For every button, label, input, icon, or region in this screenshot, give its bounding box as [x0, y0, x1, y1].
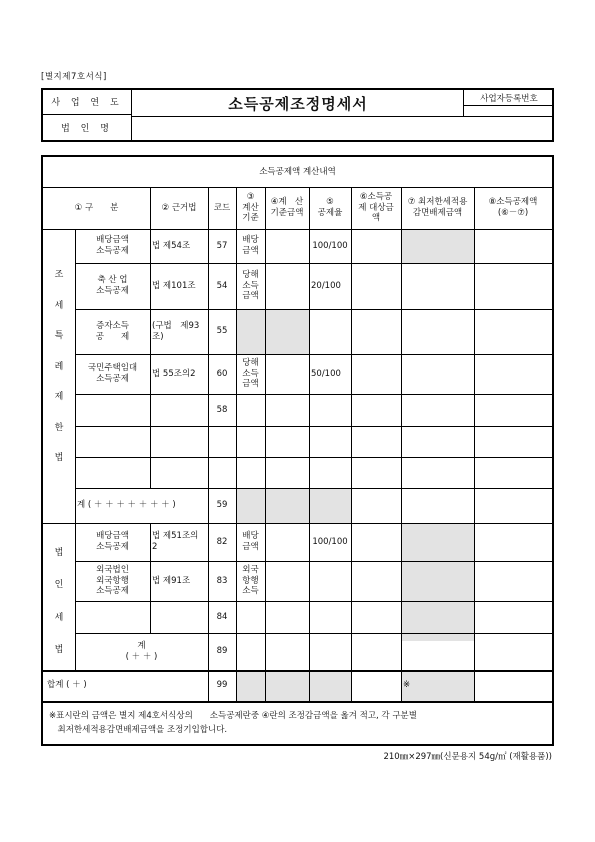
col-header-target-amount: ⑥소득공 제 대상금 액 — [358, 192, 394, 224]
col-header-basis: ③ 계산 기준 — [242, 192, 259, 224]
group1-char: 특 — [54, 331, 64, 341]
row-code: 55 — [216, 326, 228, 337]
business-year-field[interactable] — [43, 90, 44, 91]
row-law: 법 55조의2 — [152, 368, 196, 379]
row-basis: 배당 금액 — [242, 235, 259, 256]
group2-char: 법 — [54, 548, 64, 558]
row-name: 국민주택임대 소득공제 — [87, 363, 138, 384]
form-number-label: [별지제7호서식] — [41, 72, 107, 82]
section-title: 소득공제액 계산내역 — [259, 166, 336, 177]
group1-char: 조 — [54, 270, 64, 280]
col-header-min-tax-exclusion: ⑦ 최저한세적용 감면배제금액 — [407, 197, 468, 218]
group1-char: 한 — [54, 422, 64, 433]
registration-number-field[interactable] — [464, 106, 554, 116]
row-rate: 100/100 — [312, 536, 348, 547]
registration-number-label: 사업자등록번호 — [480, 94, 538, 104]
row-law: (구법 제93 조) — [152, 320, 200, 342]
total-label: 합계 ( ＋ ) — [47, 680, 87, 691]
row-name: 외국법인 외국항행 소득공제 — [96, 565, 129, 597]
group1-char: 세 — [54, 300, 64, 311]
row-name: 배당금액 소득공제 — [96, 235, 129, 256]
deduction-table — [41, 155, 554, 746]
row-code: 57 — [216, 240, 228, 251]
row-name: 배당금액 소득공제 — [96, 531, 129, 552]
col-header-rate: ⑤ 공제율 — [317, 197, 343, 218]
group1-char: 례 — [54, 361, 64, 372]
business-year-label: 사 업 연 도 — [51, 97, 123, 108]
group2-char: 인 — [54, 580, 64, 591]
col-header-code: 코드 — [213, 202, 231, 213]
form-title: 소득공제조정명세서 — [228, 94, 368, 113]
row-name: 축 산 업 소득공제 — [96, 275, 129, 296]
group1-char: 제 — [54, 392, 64, 402]
subtotal2-code: 89 — [216, 646, 228, 657]
row-code: 54 — [216, 280, 228, 291]
group2-char: 세 — [54, 612, 64, 623]
row-law: 법 제101조 — [152, 280, 196, 291]
col-header-law: ② 근거법 — [161, 202, 197, 213]
row-rate: 20/100 — [311, 280, 341, 291]
row-basis: 당해 소득 금액 — [242, 358, 259, 390]
col-header-base-amount: ④계 산 기준금액 — [270, 197, 304, 218]
footnote: ※표시란의 금액은 별지 제4호서식상의 소득공제란중 ④란의 조정감금액을 옮겨 적고, 각 구분별 최저한세적용감면배제금액을 조정기입합니다. — [49, 711, 417, 735]
row-code: 60 — [216, 368, 228, 379]
row-rate: 50/100 — [311, 368, 341, 379]
row-law: 법 제54조 — [152, 240, 191, 251]
row-code: 84 — [216, 611, 228, 622]
col-header-category: ① 구 분 — [74, 202, 119, 213]
subtotal1-code: 59 — [216, 500, 228, 511]
group-label-corporate-tax-act — [43, 545, 75, 655]
group2-char: 법 — [54, 644, 64, 655]
total-note-mark: ※ — [403, 680, 411, 691]
row-law: 법 제51조의 2 — [152, 531, 199, 552]
row-code: 58 — [216, 404, 228, 415]
subtotal2-label: 계 ( ＋ ＋ ) — [125, 640, 158, 662]
row-rate: 100/100 — [312, 240, 348, 251]
subtotal1-label: 계 ( ＋ ＋ ＋ ＋ ＋ ＋ ＋ ) — [77, 500, 176, 511]
row-basis: 당해 소득 금액 — [242, 270, 259, 302]
total-code: 99 — [216, 680, 228, 691]
row-code: 83 — [216, 575, 228, 586]
group1-char: 법 — [54, 453, 64, 463]
corp-name-label: 법 인 명 — [61, 124, 113, 134]
row-basis: 외국 항행 소득 — [242, 565, 259, 597]
col-header-deduction-amount: ⑧소득공제액 (⑥－⑦) — [488, 197, 538, 218]
header-table — [41, 88, 554, 142]
group-label-special-tax-act — [43, 267, 75, 463]
row-code: 82 — [216, 536, 228, 547]
row-name: 증자소득 공 제 — [95, 320, 130, 342]
row-law: 법 제91조 — [152, 575, 191, 586]
paper-size-note: 210㎜×297㎜(신문용지 54g/㎡ (재활용품)) — [383, 752, 552, 762]
corp-name-field[interactable] — [132, 117, 554, 140]
row-basis: 배당 금액 — [242, 531, 259, 552]
